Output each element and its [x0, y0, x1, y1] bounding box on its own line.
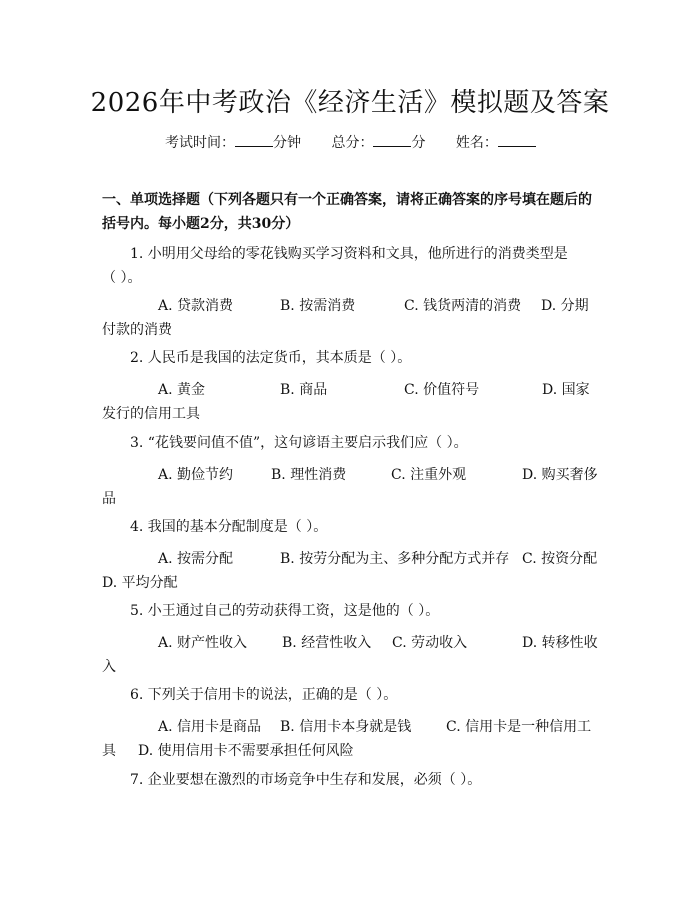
question-stem: 2. 人民币是我国的法定货币，其本质是（ ）。: [130, 350, 412, 366]
option-b: B. 信用卡本身就是钱: [280, 719, 412, 735]
options-wrap: D. 平均分配: [102, 575, 178, 591]
option-c: C. 劳动收入: [392, 635, 468, 651]
time-label: 考试时间：: [165, 135, 235, 151]
name-blank: [498, 134, 536, 147]
name-label: 姓名：: [455, 135, 498, 151]
question-stem: 3. “花钱要问值不值”，这句谚语主要启示我们应（ ）。: [130, 435, 468, 451]
question-4: [102, 515, 602, 539]
question-3-options: [102, 463, 602, 511]
question-6: [102, 683, 602, 707]
options-wrap: 品: [102, 491, 116, 507]
option-c: C. 注重外观: [391, 467, 467, 483]
question-2: [102, 346, 602, 370]
option-d: D. 使用信用卡不需要承担任何风险: [138, 743, 354, 759]
exam-meta: [165, 132, 562, 152]
options-line: [102, 463, 602, 487]
question-stem-cont: （ ）。: [102, 270, 142, 286]
question-stem: 6. 下列关于信用卡的说法，正确的是（ ）。: [130, 687, 398, 703]
options-line: [102, 547, 602, 571]
option-d: D. 国家: [542, 382, 590, 398]
option-c: C. 信用卡是一种信用工: [446, 719, 592, 735]
option-a: A. 勤俭节约: [158, 467, 234, 483]
option-b: B. 按劳分配为主、多种分配方式并存: [280, 551, 510, 567]
options-line: [102, 715, 602, 739]
question-stem: 7. 企业要想在激烈的市场竞争中生存和发展，必须（ ）。: [130, 772, 482, 788]
time-blank: [235, 134, 273, 147]
option-b: B. 理性消费: [271, 467, 347, 483]
document-title: 2026年中考政治《经济生活》模拟题及答案: [90, 88, 610, 118]
option-a: A. 财产性收入: [158, 635, 248, 651]
options-line: [102, 294, 602, 318]
question-2-options: [102, 378, 602, 426]
question-5: [102, 599, 602, 623]
question-stem: 4. 我国的基本分配制度是（ ）。: [130, 519, 328, 535]
option-a: A. 贷款消费: [158, 298, 234, 314]
score-unit: 分: [411, 135, 426, 151]
option-b: B. 经营性收入: [282, 635, 372, 651]
question-7: [102, 768, 602, 792]
score-blank: [373, 134, 411, 147]
option-c: C. 钱货两清的消费: [404, 298, 522, 314]
exam-time: [165, 135, 301, 151]
option-c: C. 按资分配: [522, 551, 598, 567]
option-b: B. 按需消费: [280, 298, 356, 314]
section-heading-line2: 括号内。每小题2分，共30分）: [102, 216, 300, 232]
question-stem: 5. 小王通过自己的劳动获得工资，这是他的（ ）。: [130, 603, 440, 619]
question-3: [102, 431, 602, 455]
question-5-options: [102, 631, 602, 679]
option-d: D. 转移性收: [522, 635, 598, 651]
options-wrap: 发行的信用工具: [102, 406, 200, 422]
question-6-options: [102, 715, 602, 763]
options-wrap-a: 具: [102, 743, 116, 759]
student-name: [456, 135, 536, 151]
question-1-options: [102, 294, 602, 342]
time-unit: 分钟: [273, 135, 301, 151]
options-wrap: 入: [102, 659, 116, 675]
option-b: B. 商品: [280, 382, 328, 398]
question-4-options: [102, 547, 602, 595]
option-a: A. 信用卡是商品: [158, 719, 262, 735]
score-label: 总分：: [331, 135, 374, 151]
options-line: [102, 631, 602, 655]
options-wrap: [102, 739, 602, 763]
options-line: [102, 378, 602, 402]
options-wrap: 付款的消费: [102, 322, 172, 338]
option-c: C. 价值符号: [404, 382, 480, 398]
option-d: D. 分期: [541, 298, 589, 314]
option-d: D. 购买奢侈: [522, 467, 598, 483]
total-score: [331, 135, 425, 151]
question-1: [102, 242, 602, 290]
question-stem: 1. 小明用父母给的零花钱购买学习资料和文具，他所进行的消费类型是: [130, 246, 568, 262]
section-heading-line1: 一、单项选择题（下列各题只有一个正确答案，请将正确答案的序号填在题后的: [102, 192, 592, 208]
option-a: A. 按需分配: [158, 551, 234, 567]
section-heading: [102, 188, 602, 236]
option-a: A. 黄金: [158, 382, 206, 398]
